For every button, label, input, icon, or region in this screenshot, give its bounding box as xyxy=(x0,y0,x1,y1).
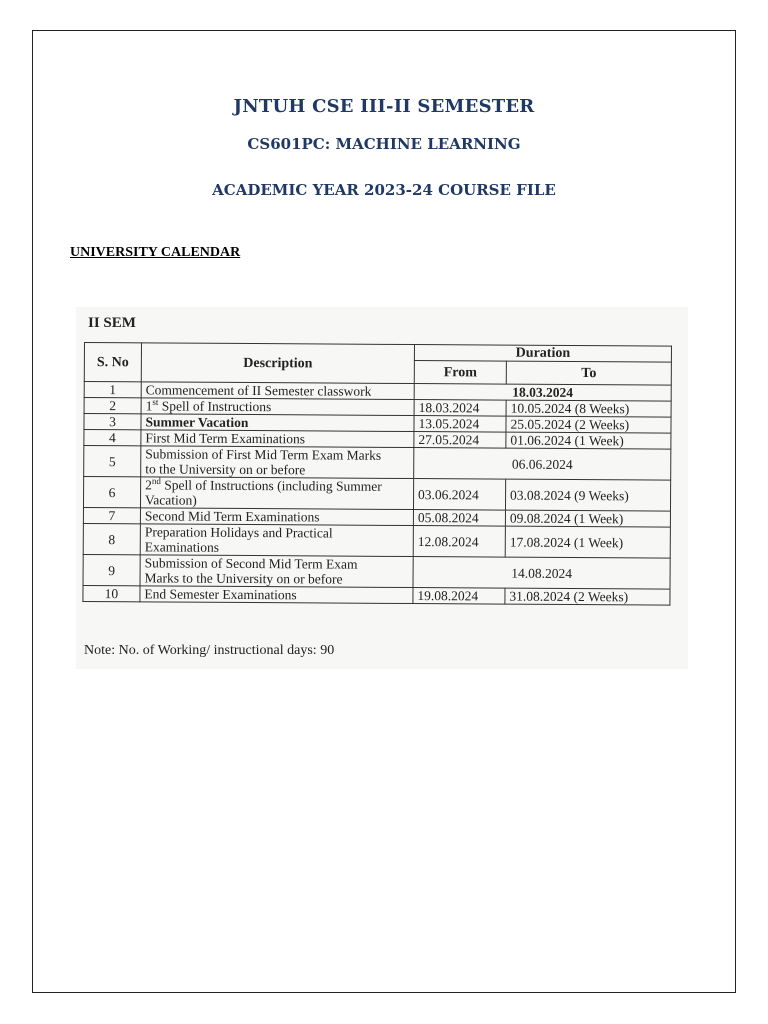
cell-description: First Mid Term Examinations xyxy=(141,430,414,448)
table-row xyxy=(83,585,670,605)
header-sno: S. No xyxy=(84,343,141,382)
university-calendar-table xyxy=(82,342,672,606)
header-duration: Duration xyxy=(414,345,671,363)
cell-from: 05.08.2024 xyxy=(413,510,505,527)
cell-to: 31.08.2024 (2 Weeks) xyxy=(505,588,670,605)
table-header-row xyxy=(84,343,671,363)
cell-from: 12.08.2024 xyxy=(413,526,505,558)
cell-sno: 2 xyxy=(84,398,141,414)
cell-sno: 5 xyxy=(84,446,141,477)
working-days-note: Note: No. of Working/ instructional days: 90 xyxy=(84,643,335,658)
cell-sno: 9 xyxy=(83,554,140,585)
cell-from: 19.08.2024 xyxy=(413,588,505,605)
cell-date-merged: 06.06.2024 xyxy=(414,448,671,481)
table-row xyxy=(84,446,671,481)
cell-sno: 1 xyxy=(84,382,141,398)
cell-description: Preparation Holidays and Practical Examinations xyxy=(140,524,413,557)
cell-sno: 8 xyxy=(83,523,140,554)
cell-description: 2nd Spell of Instructions (including Summer Vacation) xyxy=(140,477,413,510)
cell-to: 01.06.2024 (1 Week) xyxy=(506,432,671,449)
cell-to: 10.05.2024 (8 Weeks) xyxy=(506,400,671,417)
cell-description: Summer Vacation xyxy=(141,414,414,432)
semester-label: II SEM xyxy=(88,315,136,331)
course-title: CS601PC: MACHINE LEARNING xyxy=(247,135,521,153)
calendar-scan-image xyxy=(76,307,688,669)
cell-description: 1st Spell of Instructions xyxy=(141,398,414,416)
table-row xyxy=(83,477,670,512)
cell-sno: 10 xyxy=(83,585,140,601)
cell-date-merged: 18.03.2024 xyxy=(414,384,671,402)
cell-from: 03.06.2024 xyxy=(413,479,505,511)
document-title: JNTUH CSE III-II SEMESTER xyxy=(233,96,535,117)
cell-sno: 4 xyxy=(84,430,141,446)
table-row xyxy=(83,554,670,589)
cell-to: 03.08.2024 (9 Weeks) xyxy=(505,479,670,511)
cell-description: Second Mid Term Examinations xyxy=(140,508,413,526)
cell-to: 25.05.2024 (2 Weeks) xyxy=(506,416,671,433)
cell-from: 27.05.2024 xyxy=(414,432,506,449)
cell-sno: 6 xyxy=(83,477,140,508)
cell-description: End Semester Examinations xyxy=(140,586,413,604)
cell-description: Submission of Second Mid Term Exam Marks to the University on or before xyxy=(140,555,413,588)
cell-description: Commencement of II Semester classwork xyxy=(141,382,414,400)
table-row xyxy=(83,523,670,558)
section-heading-university-calendar: UNIVERSITY CALENDAR xyxy=(70,245,241,260)
cell-sno: 3 xyxy=(84,414,141,430)
header-description: Description xyxy=(141,343,414,384)
academic-year-title: ACADEMIC YEAR 2023-24 COURSE FILE xyxy=(212,181,556,199)
header-from: From xyxy=(414,361,506,385)
cell-date-merged: 14.08.2024 xyxy=(413,557,670,590)
cell-to: 17.08.2024 (1 Week) xyxy=(505,526,670,558)
cell-from: 13.05.2024 xyxy=(414,416,506,433)
header-to: To xyxy=(506,361,671,385)
cell-to: 09.08.2024 (1 Week) xyxy=(505,510,670,527)
cell-from: 18.03.2024 xyxy=(414,400,506,417)
cell-description: Submission of First Mid Term Exam Marks to the University on or before xyxy=(141,446,414,479)
cell-sno: 7 xyxy=(83,507,140,523)
